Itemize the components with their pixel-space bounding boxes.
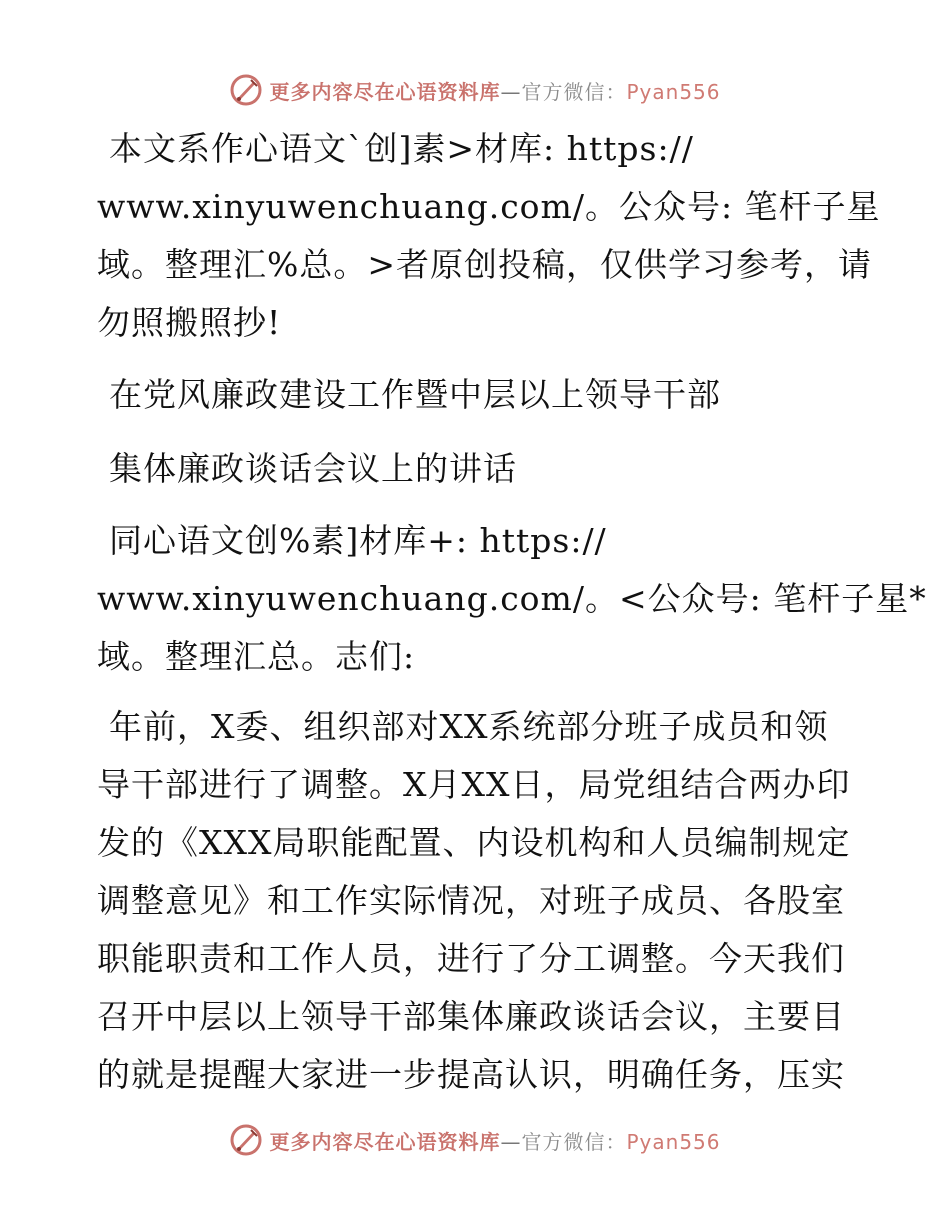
footer-banner-text: [269, 1126, 720, 1155]
greeting-line-3: 域。整理汇总。志们:: [97, 637, 416, 676]
header-banner-text: [269, 76, 720, 105]
body-line-7: 的就是提醒大家进一步提高认识，明确任务，压实: [97, 1055, 845, 1094]
document-title-line-2: 集体廉政谈话会议上的讲话: [109, 449, 517, 488]
body-line-2: 导干部进行了调整。X月XX日，局党组结合两办印: [97, 765, 851, 804]
header-dash: —: [500, 79, 522, 104]
notice-line-4: 勿照搬照抄!: [97, 303, 282, 342]
body-line-3: 发的《XXX局职能配置、内设机构和人员编制规定: [97, 823, 851, 862]
header-wechat-id: Pyan556: [626, 79, 721, 104]
footer-dash: —: [500, 1129, 522, 1154]
notice-line-2: www.xinyuwenchuang.com/。公众号: 笔杆子星: [97, 187, 881, 226]
header-watermark-banner: [0, 68, 950, 112]
footer-wechat-label: 官方微信：: [521, 1129, 627, 1154]
body-line-6: 召开中层以上领导干部集体廉政谈话会议，主要目: [97, 997, 845, 1036]
document-title-line-1: 在党风廉政建设工作暨中层以上领导干部: [109, 375, 721, 414]
body-line-5: 职能职责和工作人员，进行了分工调整。今天我们: [97, 939, 845, 978]
header-wechat-label: 官方微信：: [521, 79, 627, 104]
footer-brand-text: 更多内容尽在心语资料库: [269, 1129, 501, 1154]
body-line-4: 调整意见》和工作实际情况，对班子成员、各股室: [97, 881, 845, 920]
header-brand-text: 更多内容尽在心语资料库: [269, 79, 501, 104]
greeting-line-1: 同心语文创%素]材库+: https://: [109, 521, 607, 560]
document-body: [97, 120, 927, 1104]
footer-wechat-id: Pyan556: [626, 1129, 721, 1154]
footer-watermark-banner: [0, 1118, 950, 1162]
notice-line-3: 域。整理汇%总。>者原创投稿，仅供学习参考，请: [97, 245, 873, 284]
greeting-line-2: www.xinyuwenchuang.com/。<公众号: 笔杆子星*: [97, 579, 927, 618]
quill-logo-icon: [229, 1123, 263, 1157]
quill-logo-icon: [229, 73, 263, 107]
body-line-1: 年前，X委、组织部对XX系统部分班子成员和领: [109, 707, 829, 746]
notice-line-1: 本文系作心语文`创]素>材库: https://: [109, 129, 694, 168]
